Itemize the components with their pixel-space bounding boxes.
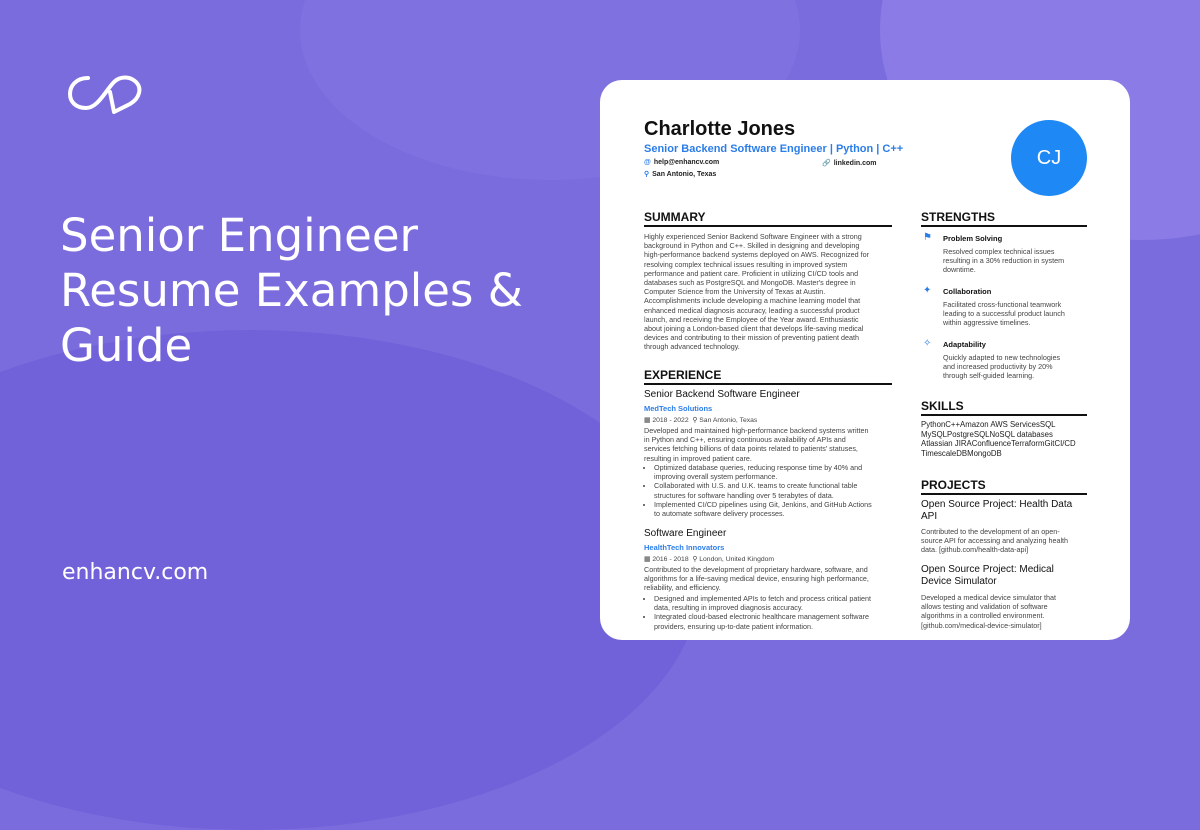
description-line: resulting in improved patient care. [644,453,752,463]
strength-name: Adaptability [943,340,986,349]
job-meta [644,416,757,424]
bullet-line: Designed and implemented APIs to fetch and process critical patient [654,594,871,603]
job-title: Senior Backend Software Engineer [644,389,800,400]
summary-heading: SUMMARY [644,210,892,227]
skills-line: MySQLPostgreSQLNoSQL databases [921,429,1053,439]
description-line: Developed and maintained high-performance backend systems written [644,426,869,435]
summary-text [644,232,894,352]
bullet-line: providers, ensuring up-to-date patient information. [654,621,814,631]
description-line: Resolved complex technical issues [943,247,1055,256]
resume-linkedin [822,159,877,167]
at-icon: @ [644,159,651,166]
bullet-item [654,481,904,499]
project-title-line: Open Source Project: Health Data [921,499,1073,510]
resume-preview-card[interactable] [600,80,1130,640]
job-title: Software Engineer [644,528,727,539]
summary-line: through advanced technology. [644,342,740,352]
linkedin-text: linkedin.com [833,160,877,167]
summary-line: resolving complex technical issues resulting in improved system [644,259,848,269]
description-line: leading to a successful product launch [943,309,1065,319]
resume-location [644,170,716,178]
bullet-line: Collaborated with U.S. and U.K. teams to create functional table [654,481,858,491]
flag-icon: ⚑ [923,232,932,243]
resume-name: Charlotte Jones [644,118,796,140]
description-line: allows testing and validation of software [921,602,1048,612]
description-line: algorithms in a controlled environment. [921,611,1045,621]
wand-icon: ✧ [923,338,932,349]
job-description [644,565,896,593]
summary-line: Accomplishments include developing a machine learning model that [644,296,861,306]
bullet-item [654,463,904,481]
bullet-line: Integrated cloud-based electronic healthcare management software [654,612,869,622]
job-dates: 2016 - 2018 [652,556,689,563]
project-title-line: API [921,511,938,522]
email-text: help@enhancv.com [653,159,720,166]
job-meta [644,555,774,563]
skills-line: Atlassian JIRAConfluenceTerraformGitCI/CD [921,439,1076,449]
project-title [921,499,1096,523]
summary-line: performance and patient care. Proficient in utilizing CI/CD tools and [644,268,859,278]
summary-line: launch, and receiving the Employee of the Year award. Enthusiastic [644,314,859,324]
job-description [644,426,896,463]
job-bullets [644,463,904,518]
handshake-icon: ✦ [923,285,932,296]
bullet-line: Optimized database queries, reducing response time by 40% and [654,463,863,472]
bullet-line: to automate software delivery processes. [654,509,785,519]
resume-title: Senior Backend Software Engineer | Python | C++ [644,143,904,155]
description-line: in Python and C++, ensuring continuous availability of APIs and [644,435,846,445]
summary-line: devices and contributing to their mission of preventing patient death [644,333,859,343]
bullet-item [654,612,904,630]
summary-line: background in Python and C++. Skilled in designing and developing [644,241,860,251]
bullet-line: data, resulting in improved diagnosis accuracy. [654,603,803,613]
project-title-line: Open Source Project: Medical [921,564,1054,575]
location-pin-icon: ⚲ [688,556,700,563]
skills-list [921,420,1093,458]
job-company: HealthTech Innovators [644,543,725,552]
location-text: San Antonio, Texas [652,171,717,178]
strength-name: Problem Solving [943,234,1003,243]
description-line: services fetching billions of data points related to patients' statuses, [644,444,858,454]
bullet-item [654,594,904,612]
summary-line: databases such as PostgreSQL and MongoDB. Master's degree in [644,278,856,288]
headline-line: Guide [60,319,193,372]
location-pin-icon: ⚲ [644,171,650,178]
bullet-line: structures for software handling over 5 terabytes of data. [654,490,834,500]
skills-heading: SKILLS [921,399,1087,416]
project-title [921,564,1096,588]
description-line: Contributed to the development of an open- [921,527,1060,536]
strength-name: Collaboration [943,287,992,296]
summary-line: Highly experienced Senior Backend Software Engineer with a strong [644,232,862,241]
description-line: algorithms for a life-saving medical device, ensuring high performance, [644,574,869,584]
description-line: resulting in a 30% reduction in system [943,256,1065,266]
page-headline [60,208,580,373]
bullet-item [654,500,904,518]
description-line: downtime. [943,265,976,275]
job-bullets [644,594,904,631]
project-title-line: Device Simulator [921,576,997,587]
job-location: San Antonio, Texas [699,417,758,424]
avatar: CJ [1011,120,1087,196]
description-line: Facilitated cross-functional teamwork [943,300,1062,309]
description-line: Developed a medical device simulator that [921,593,1057,602]
resume-email [644,159,719,166]
strengths-heading: STRENGTHS [921,210,1087,227]
headline-line: Resume Examples & [60,264,523,317]
strength-description [943,353,1093,381]
description-line: Contributed to the development of proprietary hardware, software, and [644,565,868,574]
project-description [921,593,1093,630]
site-link[interactable]: enhancv.com [62,560,209,585]
description-line: Quickly adapted to new technologies [943,353,1061,362]
description-line: source API for accessing and analyzing health [921,536,1069,546]
description-line: and increased productivity by 20% [943,362,1053,372]
job-location: London, United Kingdom [699,556,775,563]
strength-description [943,300,1093,328]
strength-description [943,247,1093,275]
job-dates: 2018 - 2022 [652,417,689,424]
summary-line: Computer Science from the University of Texas at Austin. [644,287,826,297]
description-line: data. [github.com/health-data-api] [921,545,1029,555]
enhancv-logo-icon[interactable] [66,70,148,114]
description-line: through self-guided learning. [943,371,1035,381]
calendar-icon: ▦ [644,556,653,563]
description-line: within aggressive timelines. [943,318,1031,328]
job-company: MedTech Solutions [644,404,713,413]
project-description [921,527,1093,555]
link-icon: 🔗 [822,160,831,167]
summary-line: enhanced medical diagnosis accuracy, leading a successful product [644,305,860,315]
bullet-line: improving overall system performance. [654,472,778,482]
location-pin-icon: ⚲ [688,417,700,424]
experience-heading: EXPERIENCE [644,368,892,385]
description-line: reliability, and efficiency. [644,583,721,593]
projects-heading: PROJECTS [921,478,1087,495]
skills-line: TimescaleDBMongoDB [921,448,1002,458]
headline-line: Senior Engineer [60,209,419,262]
bullet-line: Implemented CI/CD pipelines using Git, Jenkins, and GitHub Actions [654,499,872,509]
calendar-icon: ▦ [644,417,653,424]
summary-line: high-performance backend systems deployed on AWS. Recognized for [644,250,870,260]
description-line: [github.com/medical-device-simulator] [921,620,1042,630]
summary-line: about joining a London-based client that develops life-saving medical [644,324,864,334]
skills-line: PythonC++Amazon AWS ServicesSQL [921,420,1056,429]
